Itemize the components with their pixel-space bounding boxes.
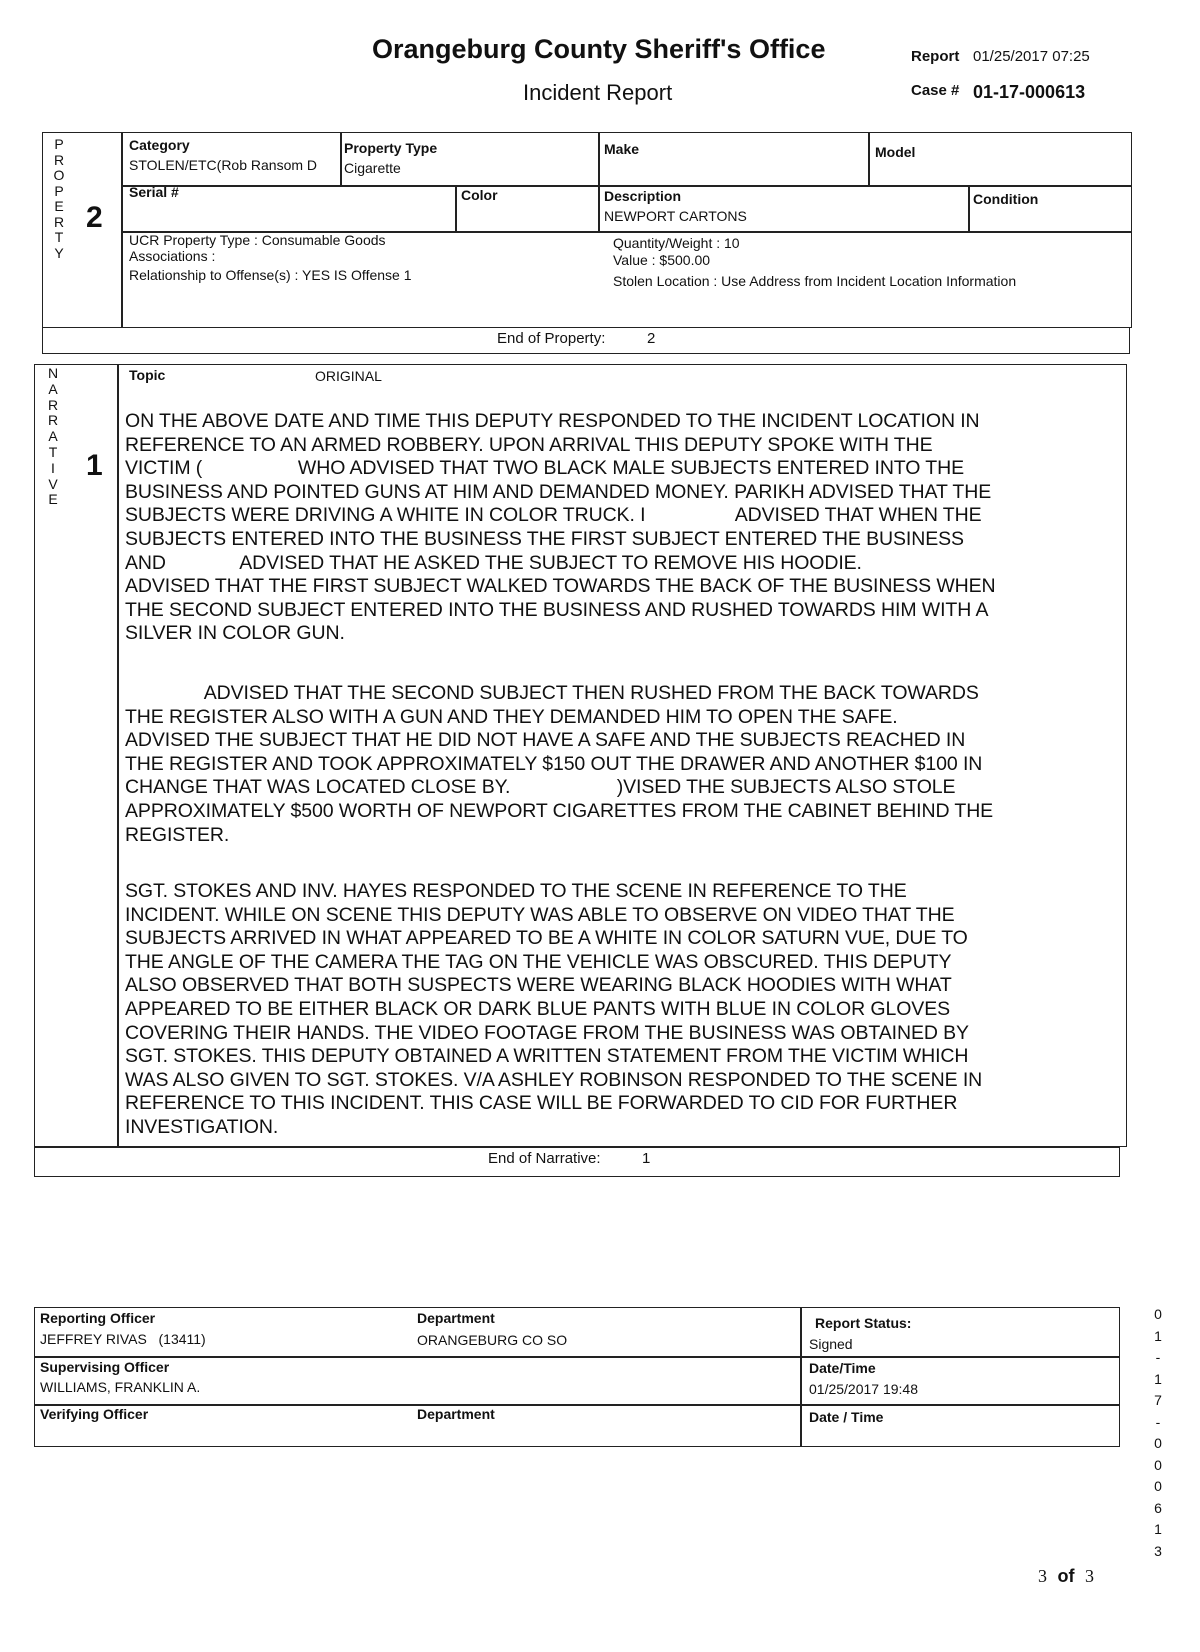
supervising-officer-label: Supervising Officer [40,1359,170,1375]
officers-section [34,1307,1120,1447]
agency-title: Orangeburg County Sheriff's Office [372,34,826,64]
make-label: Make [604,141,640,157]
narrative-paragraph-1: ON THE ABOVE DATE AND TIME THIS DEPUTY RESPONDED TO THE INCIDENT LOCATION IN REFERENCE TO AN ARMED ROBBERY. UPON ARRIVAL THIS DEPUTY SPOKE WITH THE VICTIM ( WHO ADVISED THAT TWO BLACK MALE SUBJECTS ENTERED INTO THE BUSINESS AND POINTED GUNS AT HIM AND DEMANDED MONEY. PARIKH ADVISED THAT THE SUBJECTS WERE DRIVING A WHITE IN COLOR TRUCK. I ADVISED THAT WHEN THE SUBJECTS ENTERED INTO THE BUSINESS THE FIRST SUBJECT ENTERED THE BUSINESS AND ADVISED THAT HE ASKED THE SUBJECT TO REMOVE HIS HOODIE. ADVISED THAT THE FIRST SUBJECT WALKED TOWARDS THE BACK OF THE BUSINESS WHEN THE SECOND SUBJECT ENTERED INTO THE BUSINESS AND RUSHED TOWARDS HIM WITH A SILVER IN COLOR GUN. [125,410,996,645]
narrative-section-letters: N A R R A T I V E [47,365,59,508]
report-label: Report [911,48,960,65]
property-value: Value : $500.00 [613,252,711,268]
report-type: Incident Report [523,80,673,105]
narrative-paragraph-3: SGT. STOKES AND INV. HAYES RESPONDED TO THE SCENE IN REFERENCE TO THE INCIDENT. WHILE ON SCENE THIS DEPUTY WAS ABLE TO OBSERVE ON VIDEO THAT THE SUBJECTS ARRIVED IN WHAT APPEARED TO BE A WHITE IN COLOR SATURN VUE, DUE TO THE ANGLE OF THE CAMERA THE TAG ON THE VEHICLE WAS OBSCURED. THIS DEPUTY ALSO OBSERVED THAT BOTH SUSPECTS WERE WEARING BLACK HOODIES WITH WHAT APPEARED TO BE EITHER BLACK OR DARK BLUE PANTS WITH BLUE IN COLOR GLOVES COVERING THEIR HANDS. THE VIDEO FOOTAGE FROM THE BUSINESS WAS OBTAINED BY SGT. STOKES. THIS DEPUTY OBTAINED A WRITTEN STATEMENT FROM THE VICTIM WHICH WAS ALSO GIVEN TO SGT. STOKES. V/A ASHLEY ROBINSON RESPONDED TO THE SCENE IN REFERENCE TO THIS INCIDENT. THIS CASE WILL BE FORWARDED TO CID FOR FURTHER INVESTIGATION. [125,880,983,1138]
ucr-property-type: UCR Property Type : Consumable Goods [129,232,386,248]
condition-label: Condition [973,191,1039,207]
end-of-narrative-label: End of Narrative: [488,1150,601,1167]
page-current: 3 [1038,1566,1047,1586]
end-of-property-number: 2 [647,330,656,347]
verifying-department-label: Department [417,1406,495,1422]
property-section-letters: P R O P E R T Y [53,136,65,261]
relationship-to-offense: Relationship to Offense(s) : YES IS Offense 1 [129,267,412,283]
report-status-value: Signed [809,1336,853,1352]
datetime-label: Date/Time [809,1360,876,1376]
page-of: of [1057,1566,1075,1586]
end-of-property-label: End of Property: [497,330,606,347]
topic-value: ORIGINAL [315,368,382,384]
property-type-label: Property Type [344,140,438,156]
verifying-datetime-label: Date / Time [809,1409,884,1425]
topic-label: Topic [129,367,166,383]
serial-label: Serial # [129,184,179,200]
category-value: STOLEN/ETC(Rob Ransom D [129,157,318,173]
category-label: Category [129,137,190,153]
end-of-narrative-number: 1 [642,1150,651,1167]
associations: Associations : [129,248,216,264]
model-label: Model [875,144,916,160]
description-value: NEWPORT CARTONS [604,208,747,224]
side-case-number: 0 1 - 1 7 - 0 0 0 6 1 3 [1154,1306,1162,1559]
report-datetime: 01/25/2017 07:25 [973,48,1090,65]
narrative-number: 1 [86,449,103,482]
case-label: Case # [911,82,960,99]
reporting-officer-label: Reporting Officer [40,1310,156,1326]
department-value: ORANGEBURG CO SO [417,1332,568,1348]
case-number: 01-17-000613 [973,82,1086,102]
supervising-officer-value: WILLIAMS, FRANKLIN A. [40,1379,201,1395]
verifying-officer-label: Verifying Officer [40,1406,149,1422]
datetime-value: 01/25/2017 19:48 [809,1381,918,1397]
department-label: Department [417,1310,495,1326]
property-type-value: Cigarette [344,160,401,176]
color-label: Color [461,187,498,203]
property-number: 2 [86,201,103,234]
reporting-officer-value: JEFFREY RIVAS (13411) [40,1331,206,1347]
description-label: Description [604,188,682,204]
narrative-paragraph-2: ADVISED THAT THE SECOND SUBJECT THEN RUSHED FROM THE BACK TOWARDS THE REGISTER ALSO WITH A GUN AND THEY DEMANDED HIM TO OPEN THE SAFE. ADVISED THE SUBJECT THAT HE DID NOT HAVE A SAFE AND THE SUBJECTS REACHED IN THE REGISTER AND TOOK APPROXIMATELY $150 OUT THE DRAWER AND ANOTHER $100 IN CHANGE THAT WAS LOCATED CLOSE BY. )VISED THE SUBJECTS ALSO STOLE APPROXIMATELY $500 WORTH OF NEWPORT CIGARETTES FROM THE CABINET BEHIND THE REGISTER. [125,682,994,846]
page-total: 3 [1085,1566,1094,1586]
report-status-label: Report Status: [815,1315,912,1331]
quantity-weight: Quantity/Weight : 10 [613,235,740,251]
page-number [1038,1566,1094,1587]
stolen-location: Stolen Location : Use Address from Incident Location Information [613,273,1017,289]
